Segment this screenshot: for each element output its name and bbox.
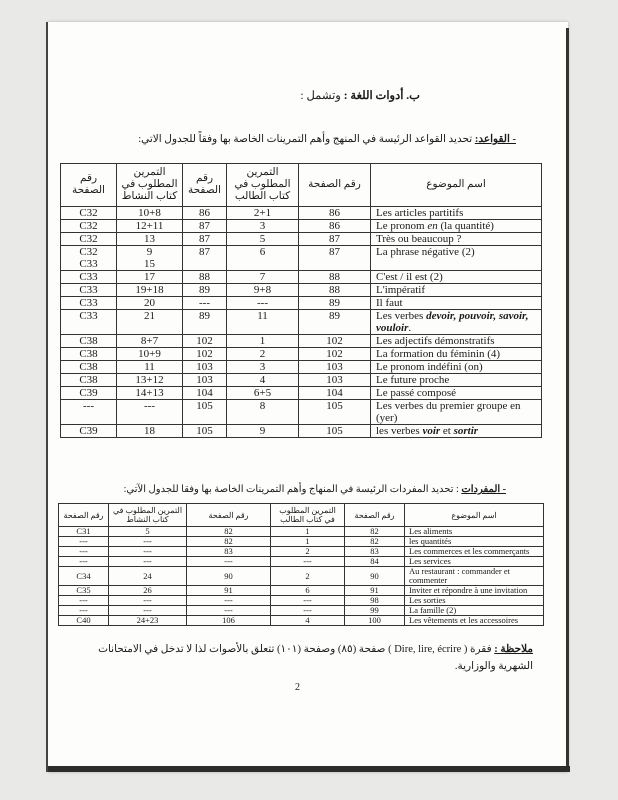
- cell-page-number: 105: [299, 425, 371, 438]
- vocab-header-row: [59, 504, 544, 527]
- table-row: [61, 387, 542, 400]
- header-page-number: رقم الصفحة: [299, 164, 371, 207]
- cell-page-number: 87: [299, 246, 371, 271]
- table-row: [59, 567, 544, 586]
- cell-topic: Les vêtements et les accessoires: [405, 616, 544, 626]
- cell-page-number: 83: [345, 547, 405, 557]
- cell-page-number: 105: [299, 400, 371, 425]
- grammar-intro-text: تحديد القواعد الرئيسة في المنهج وأهم التمرينات الخاصة بها وفقاً للجدول الاتي:: [138, 134, 475, 145]
- cell-activity-exercise: ---: [109, 557, 187, 567]
- table-row: [61, 335, 542, 348]
- vheader-page-student: رقم الصفحة: [187, 504, 271, 527]
- cell-activity-page: C38: [61, 348, 117, 361]
- vheader-exercise-student: التمرين المطلوب في كتاب الطالب: [271, 504, 345, 527]
- cell-value: C33: [79, 258, 98, 270]
- cell-activity-exercise: 8+7: [117, 335, 183, 348]
- cell-page-number: 100: [345, 616, 405, 626]
- table-row: [59, 557, 544, 567]
- cell-activity-page: ---: [59, 557, 109, 567]
- cell-activity-page: C33: [61, 271, 117, 284]
- cell-student-exercise: ---: [271, 557, 345, 567]
- cell-student-page: 90: [187, 567, 271, 586]
- cell-activity-exercise: 14+13: [117, 387, 183, 400]
- cell-page-number: 86: [299, 220, 371, 233]
- cell-student-page: 82: [187, 537, 271, 547]
- cell-activity-page: C38: [61, 374, 117, 387]
- cell-topic: C'est / il est (2): [371, 271, 542, 284]
- cell-student-exercise: 2+1: [227, 207, 299, 220]
- cell-topic: Le pronom indéfini (on): [371, 361, 542, 374]
- table-row: [61, 220, 542, 233]
- page-bottom-edge: [48, 766, 570, 772]
- cell-topic: Le passé composé: [371, 387, 542, 400]
- table-row: [61, 233, 542, 246]
- topic-text: (la quantité): [437, 220, 494, 232]
- cell-student-page: 106: [187, 616, 271, 626]
- cell-topic: Les verbes du premier groupe en (yer): [371, 400, 542, 425]
- table-row: [59, 616, 544, 626]
- cell-student-exercise: 6+5: [227, 387, 299, 400]
- topic-text: Les verbes: [376, 310, 427, 322]
- heading-main: ب. أدوات اللغة :: [343, 90, 420, 102]
- cell-student-page: 86: [183, 207, 227, 220]
- cell-activity-page: C32: [61, 233, 117, 246]
- cell-topic: [371, 220, 542, 233]
- cell-activity-exercise: 12+11: [117, 220, 183, 233]
- cell-page-number: 90: [345, 567, 405, 586]
- cell-student-page: 88: [183, 271, 227, 284]
- cell-topic: La formation du féminin (4): [371, 348, 542, 361]
- cell-topic: Les commerces et les commerçants: [405, 547, 544, 557]
- table-row: [59, 537, 544, 547]
- cell-activity-exercise: 20: [117, 297, 183, 310]
- cell-student-exercise: 9: [227, 425, 299, 438]
- topic-emphasis: sortir: [453, 425, 479, 437]
- table-row: [59, 586, 544, 596]
- page-edge-shadow: [566, 28, 569, 772]
- cell-page-number: 103: [299, 374, 371, 387]
- topic-text: et: [440, 425, 454, 437]
- cell-page-number: 84: [345, 557, 405, 567]
- table-row: [59, 596, 544, 606]
- cell-topic: Les aliments: [405, 527, 544, 537]
- cell-activity-exercise: 11: [117, 361, 183, 374]
- section-heading: [300, 88, 420, 102]
- cell-activity-page: ---: [59, 547, 109, 557]
- cell-page-number: 89: [299, 297, 371, 310]
- cell-student-exercise: 2: [227, 348, 299, 361]
- vocab-intro-text: : تحديد المفردات الرئيسة في المنهاج وأهم التمرينات الخاصة بها وفقا للجدول الآتي:: [123, 484, 462, 495]
- cell-student-page: 102: [183, 348, 227, 361]
- cell-student-page: 103: [183, 361, 227, 374]
- cell-student-page: ---: [183, 297, 227, 310]
- cell-activity-page: C33: [61, 297, 117, 310]
- cell-student-page: 102: [183, 335, 227, 348]
- cell-topic: les quantités: [405, 537, 544, 547]
- table-row: [61, 374, 542, 387]
- header-topic-name: اسم الموضوع: [371, 164, 542, 207]
- cell-activity-exercise: 19+18: [117, 284, 183, 297]
- cell-activity-exercise: 10+8: [117, 207, 183, 220]
- grammar-table: [60, 163, 542, 438]
- cell-value: 9: [146, 246, 153, 258]
- cell-topic: Le future proche: [371, 374, 542, 387]
- cell-student-page: 82: [187, 527, 271, 537]
- cell-student-page: ---: [187, 606, 271, 616]
- table-row: [61, 348, 542, 361]
- cell-student-page: 104: [183, 387, 227, 400]
- header-page-activity: رقم الصفحة: [61, 164, 117, 207]
- vocab-table: [58, 503, 544, 626]
- cell-activity-page: C32: [61, 207, 117, 220]
- cell-student-page: 89: [183, 284, 227, 297]
- cell-topic: Les services: [405, 557, 544, 567]
- cell-activity-exercise: 5: [109, 527, 187, 537]
- cell-student-exercise: 1: [271, 537, 345, 547]
- cell-activity-page: C33: [61, 310, 117, 335]
- grammar-intro-label: - القواعد:: [474, 134, 516, 145]
- cell-activity-page: ---: [59, 606, 109, 616]
- cell-page-number: 87: [299, 233, 371, 246]
- note-text: فقرة ( Dire, lire, écrire ) صفحة (٨٥) وصفحة (١٠١) تتعلق بالأصوات لذا لا تدخل في الامتحانات الشهرية والوزارية.: [98, 644, 533, 672]
- cell-value: C32: [79, 246, 98, 258]
- cell-activity-exercise: 24+23: [109, 616, 187, 626]
- cell-student-exercise: 6: [271, 586, 345, 596]
- cell-value: 15: [144, 258, 155, 270]
- topic-emphasis: voir: [422, 425, 441, 437]
- cell-student-exercise: 8: [227, 400, 299, 425]
- table-row: [61, 361, 542, 374]
- cell-activity-exercise: ---: [109, 606, 187, 616]
- cell-activity-exercise: 10+9: [117, 348, 183, 361]
- cell-activity-page: C33: [61, 284, 117, 297]
- cell-student-exercise: 2: [271, 567, 345, 586]
- table-row: [61, 425, 542, 438]
- cell-activity-exercise: ---: [109, 596, 187, 606]
- cell-student-page: 91: [187, 586, 271, 596]
- cell-activity-page: C35: [59, 586, 109, 596]
- note-paragraph: [63, 641, 533, 675]
- cell-topic: Il faut: [371, 297, 542, 310]
- cell-activity-page: ---: [61, 400, 117, 425]
- cell-student-page: 105: [183, 425, 227, 438]
- vheader-exercise-activity: التمرين المطلوب في كتاب النشاط: [109, 504, 187, 527]
- cell-activity-exercise: 13: [117, 233, 183, 246]
- cell-activity-page: C34: [59, 567, 109, 586]
- cell-student-page: ---: [187, 596, 271, 606]
- cell-page-number: 102: [299, 348, 371, 361]
- vheader-topic-name: اسم الموضوع: [405, 504, 544, 527]
- cell-activity-exercise: 26: [109, 586, 187, 596]
- cell-student-exercise: 3: [227, 361, 299, 374]
- header-exercise-activity: التمرين المطلوب في كتاب النشاط: [117, 164, 183, 207]
- cell-page-number: 82: [345, 527, 405, 537]
- cell-activity-exercise: ---: [109, 537, 187, 547]
- cell-student-page: 87: [183, 220, 227, 233]
- topic-text: les verbes: [376, 425, 423, 437]
- table-row: [59, 606, 544, 616]
- cell-activity-page: C38: [61, 361, 117, 374]
- cell-topic: Inviter et répondre à une invitation: [405, 586, 544, 596]
- cell-activity-exercise: ---: [117, 400, 183, 425]
- cell-student-exercise: ---: [227, 297, 299, 310]
- topic-text: Le pronom: [376, 220, 428, 232]
- cell-student-exercise: 7: [227, 271, 299, 284]
- cell-activity-exercise: 13+12: [117, 374, 183, 387]
- cell-page-number: 104: [299, 387, 371, 400]
- table-row: [61, 310, 542, 335]
- cell-topic: Les adjectifs démonstratifs: [371, 335, 542, 348]
- cell-student-exercise: 6: [227, 246, 299, 271]
- cell-activity-page: C38: [61, 335, 117, 348]
- table-row: [61, 297, 542, 310]
- cell-activity-page: [61, 246, 117, 271]
- table-row: [61, 400, 542, 425]
- cell-page-number: 89: [299, 310, 371, 335]
- cell-activity-exercise: [117, 246, 183, 271]
- page-number: 2: [295, 682, 300, 693]
- cell-activity-page: C39: [61, 425, 117, 438]
- cell-student-page: 103: [183, 374, 227, 387]
- vocab-intro: [124, 484, 506, 495]
- cell-student-exercise: ---: [271, 596, 345, 606]
- grammar-header-row: [61, 164, 542, 207]
- cell-topic: Au restaurant : commander et commenter: [405, 567, 544, 586]
- cell-topic: Les articles partitifs: [371, 207, 542, 220]
- cell-student-page: 87: [183, 246, 227, 271]
- cell-student-exercise: ---: [271, 606, 345, 616]
- heading-rest: وتشمل :: [300, 90, 344, 102]
- cell-page-number: 99: [345, 606, 405, 616]
- cell-student-page: 89: [183, 310, 227, 335]
- table-row: [59, 527, 544, 537]
- topic-emphasis: devoir, pouvoir, savoir, vouloir: [376, 310, 529, 334]
- table-row: [61, 271, 542, 284]
- cell-page-number: 103: [299, 361, 371, 374]
- cell-student-page: 105: [183, 400, 227, 425]
- note-label: ملاحظة :: [494, 644, 533, 655]
- cell-activity-page: C31: [59, 527, 109, 537]
- cell-activity-exercise: 24: [109, 567, 187, 586]
- topic-text: .: [408, 322, 412, 334]
- cell-student-exercise: 1: [227, 335, 299, 348]
- cell-student-exercise: 4: [227, 374, 299, 387]
- vheader-page-activity: رقم الصفحة: [59, 504, 109, 527]
- cell-topic: L'impératif: [371, 284, 542, 297]
- cell-page-number: 91: [345, 586, 405, 596]
- cell-page-number: 98: [345, 596, 405, 606]
- cell-student-page: 87: [183, 233, 227, 246]
- cell-student-page: ---: [187, 557, 271, 567]
- table-row: [61, 246, 542, 271]
- cell-page-number: 88: [299, 284, 371, 297]
- topic-emphasis: en: [427, 220, 438, 232]
- cell-activity-page: C32: [61, 220, 117, 233]
- table-row: [59, 547, 544, 557]
- table-row: [61, 284, 542, 297]
- cell-page-number: 102: [299, 335, 371, 348]
- cell-activity-exercise: 21: [117, 310, 183, 335]
- cell-topic: [371, 310, 542, 335]
- header-exercise-student: التمرين المطلوب في كتاب الطالب: [227, 164, 299, 207]
- cell-page-number: 82: [345, 537, 405, 547]
- cell-student-exercise: 3: [227, 220, 299, 233]
- cell-student-exercise: 2: [271, 547, 345, 557]
- table-row: [61, 207, 542, 220]
- grammar-intro: [138, 133, 516, 145]
- cell-activity-exercise: 18: [117, 425, 183, 438]
- cell-topic: Les sorties: [405, 596, 544, 606]
- cell-topic: Très ou beaucoup ?: [371, 233, 542, 246]
- cell-activity-exercise: 17: [117, 271, 183, 284]
- vocab-intro-label: - المفردات: [461, 484, 506, 495]
- cell-activity-page: C39: [61, 387, 117, 400]
- cell-page-number: 88: [299, 271, 371, 284]
- cell-page-number: 86: [299, 207, 371, 220]
- vheader-page-number: رقم الصفحة: [345, 504, 405, 527]
- cell-student-exercise: 5: [227, 233, 299, 246]
- cell-topic: [371, 425, 542, 438]
- cell-activity-page: C40: [59, 616, 109, 626]
- cell-activity-page: ---: [59, 537, 109, 547]
- cell-student-page: 83: [187, 547, 271, 557]
- cell-student-exercise: 9+8: [227, 284, 299, 297]
- cell-topic: La famille (2): [405, 606, 544, 616]
- cell-topic: La phrase négative (2): [371, 246, 542, 271]
- cell-activity-exercise: ---: [109, 547, 187, 557]
- cell-student-exercise: 4: [271, 616, 345, 626]
- cell-student-exercise: 1: [271, 527, 345, 537]
- header-page-student: رقم الصفحة: [183, 164, 227, 207]
- cell-activity-page: ---: [59, 596, 109, 606]
- cell-student-exercise: 11: [227, 310, 299, 335]
